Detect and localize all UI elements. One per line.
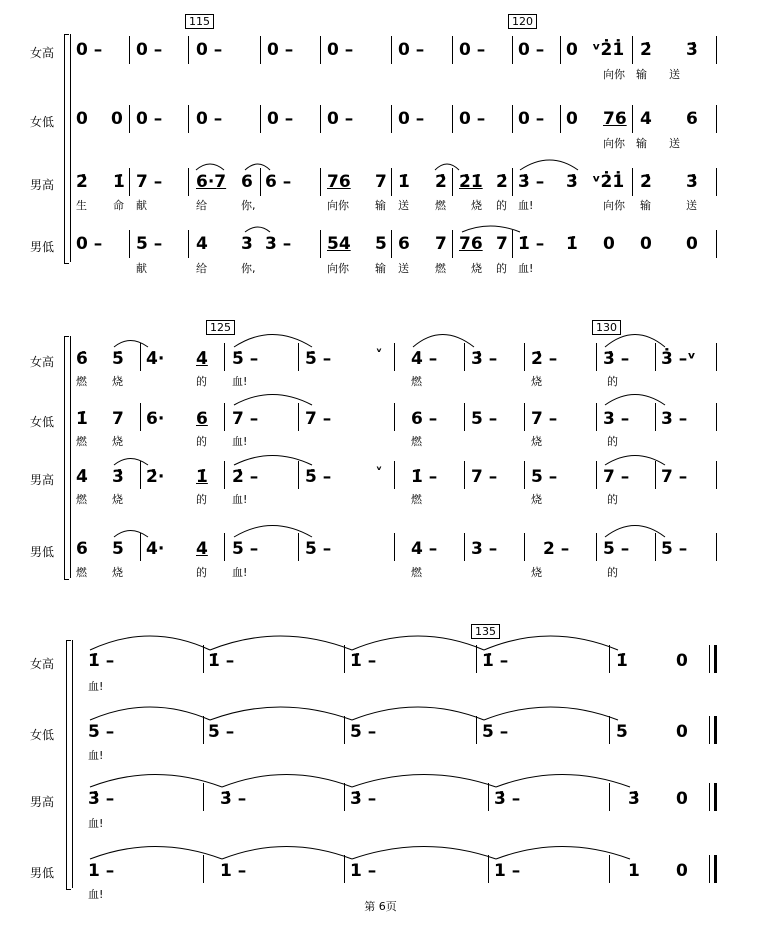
note: 4	[196, 234, 208, 254]
note: 6 –	[265, 172, 292, 192]
lyric: 生	[76, 199, 87, 212]
voice-label-alto: 女低	[30, 415, 55, 429]
note: 4 –	[411, 539, 438, 559]
lyric: 你,	[241, 262, 256, 275]
note: 54	[327, 234, 351, 254]
slur	[90, 707, 210, 720]
note: 6·	[146, 409, 165, 429]
note: 7	[496, 234, 508, 254]
lyric: 燃	[411, 566, 422, 579]
lyric: 烧	[471, 199, 482, 212]
note: 5̇ –	[305, 467, 332, 487]
note: 3̇ –	[88, 789, 115, 809]
note: 5 –	[531, 467, 558, 487]
lyric: 血!	[232, 435, 248, 448]
rehearsal-mark: 130	[592, 320, 621, 335]
note: 4	[196, 539, 208, 559]
note: 7 –	[661, 467, 688, 487]
lyric: 血!	[232, 375, 248, 388]
note: 4	[640, 109, 652, 129]
note: 7 –	[232, 409, 259, 429]
note: 7 –	[603, 467, 630, 487]
note: 4̇	[76, 467, 88, 487]
note: 3̇ –	[494, 789, 521, 809]
note: 7 –	[136, 172, 163, 192]
note: 0 –	[76, 234, 103, 254]
voice-label-bass: 男低	[30, 545, 55, 559]
note: 1	[628, 861, 640, 881]
slur	[90, 636, 210, 650]
note: 1̇	[113, 172, 125, 192]
note: 5 –	[661, 539, 688, 559]
note: 0 –	[327, 109, 354, 129]
note: 5̇ –	[305, 349, 332, 369]
lyric: 送	[398, 262, 409, 275]
note: 1̇ –	[482, 651, 509, 671]
rehearsal-mark: 135	[471, 624, 500, 639]
slur	[496, 775, 630, 788]
note: 3̇ –	[220, 789, 247, 809]
note: 0 –	[196, 40, 223, 60]
note: ᵛ2̇1̇	[592, 172, 625, 192]
lyric: 燃	[435, 262, 446, 275]
note: 5 –	[350, 722, 377, 742]
note: 76	[603, 109, 627, 129]
voice-label-tenor: 男高	[30, 178, 55, 192]
slur	[245, 164, 270, 170]
note: 0	[640, 234, 652, 254]
note: 5 –	[136, 234, 163, 254]
slur	[210, 636, 352, 650]
note: 3 –	[265, 234, 292, 254]
note: 4·	[146, 539, 165, 559]
note: 1̇	[196, 467, 208, 487]
lyric: 燃	[76, 493, 87, 506]
note: 1 –	[88, 861, 115, 881]
lyric: 血!	[518, 199, 534, 212]
lyric: 燃	[411, 435, 422, 448]
note: 3	[241, 234, 253, 254]
lyric: 血!	[88, 888, 104, 901]
note: 2̇ –	[531, 349, 558, 369]
slur	[222, 847, 352, 860]
note: 1̇	[616, 651, 628, 671]
lyric: 烧	[531, 493, 542, 506]
note: 2̇	[435, 172, 447, 192]
note: 2̇ –	[232, 467, 259, 487]
lyric: 给	[196, 262, 207, 275]
note: 3̇	[628, 789, 640, 809]
slur	[352, 636, 484, 650]
note: 0	[676, 722, 688, 742]
lyric: 向你	[603, 199, 625, 212]
note: 0 –	[327, 40, 354, 60]
lyric: 烧	[531, 435, 542, 448]
note: 6	[76, 539, 88, 559]
note: 2̇	[496, 172, 508, 192]
note: 6	[196, 409, 208, 429]
voice-label-bass: 男低	[30, 240, 55, 254]
note: 0	[76, 109, 88, 129]
note: ᵛ2̇1̇	[592, 40, 625, 60]
note: 1̇	[398, 172, 410, 192]
note: 0	[566, 109, 578, 129]
slur	[484, 636, 618, 650]
slur	[90, 847, 222, 860]
note: 1 –	[494, 861, 521, 881]
slur	[435, 164, 459, 170]
note: 2 –	[543, 539, 570, 559]
note: 6	[241, 172, 253, 192]
voice-label-soprano: 女高	[30, 657, 55, 671]
note: 2̇	[640, 172, 652, 192]
slur	[222, 775, 352, 788]
note: 3 –	[661, 409, 688, 429]
note: 3̇ –ᵛ	[661, 349, 696, 369]
note: 0 –	[398, 109, 425, 129]
note: 1 –	[350, 861, 377, 881]
lyric: 输	[640, 199, 651, 212]
slur	[114, 459, 148, 466]
note: ᵛ	[376, 463, 383, 477]
note: 0	[676, 651, 688, 671]
note: 5 –	[305, 539, 332, 559]
note: 3̇ –	[350, 789, 377, 809]
slur	[234, 335, 312, 348]
lyric: 输	[375, 199, 386, 212]
lyric: 命	[113, 199, 124, 212]
note: 3 –	[471, 539, 498, 559]
slur	[114, 341, 148, 348]
note: 7	[375, 172, 387, 192]
slur	[605, 456, 665, 466]
note: 0 –	[196, 109, 223, 129]
note: 3̇ –	[518, 172, 545, 192]
lyric: 烧	[112, 435, 123, 448]
slur	[352, 847, 496, 860]
note: 1̇	[566, 234, 578, 254]
note: 5 –	[482, 722, 509, 742]
note: 76	[327, 172, 351, 192]
lyric: 的	[196, 566, 207, 579]
lyric: 的	[496, 262, 507, 275]
note: 0 –	[76, 40, 103, 60]
note: 0	[676, 789, 688, 809]
lyric: 燃	[411, 493, 422, 506]
note: 6	[398, 234, 410, 254]
note: 2̇·	[146, 467, 165, 487]
lyric: 血!	[518, 262, 534, 275]
note: 1̇ –	[411, 467, 438, 487]
slur	[234, 526, 312, 538]
lyric: 向你	[327, 262, 349, 275]
lyric: 烧	[112, 375, 123, 388]
rehearsal-mark: 115	[185, 14, 214, 29]
lyric: 燃	[76, 566, 87, 579]
lyric: 送	[398, 199, 409, 212]
note: 6 –	[411, 409, 438, 429]
note: 3̇ –	[603, 349, 630, 369]
lyric: 燃	[76, 375, 87, 388]
note: 0	[686, 234, 698, 254]
lyric: 你,	[241, 199, 256, 212]
lyric: 血!	[88, 680, 104, 693]
note: 3̇	[686, 40, 698, 60]
note: 0 –	[398, 40, 425, 60]
note: 3̇ –	[471, 349, 498, 369]
note: 0 –	[267, 40, 294, 60]
note: 5̇	[112, 349, 124, 369]
slur	[413, 335, 474, 348]
note: 0 –	[518, 40, 545, 60]
note: 5 –	[88, 722, 115, 742]
slur	[605, 395, 665, 406]
note: 3̇	[566, 172, 578, 192]
note: 5 –	[471, 409, 498, 429]
note: 7	[435, 234, 447, 254]
lyric: 的	[196, 493, 207, 506]
note: 5	[112, 539, 124, 559]
slur	[496, 847, 630, 860]
note: 1̇ –	[518, 234, 545, 254]
slur	[114, 531, 148, 538]
lyric: 的	[607, 435, 618, 448]
lyric: 烧	[112, 493, 123, 506]
slur	[520, 160, 578, 170]
voice-label-soprano: 女高	[30, 355, 55, 369]
lyric: 的	[607, 493, 618, 506]
rehearsal-mark: 125	[206, 320, 235, 335]
voice-label-tenor: 男高	[30, 795, 55, 809]
voice-label-soprano: 女高	[30, 46, 55, 60]
lyric: 烧	[471, 262, 482, 275]
note: ᵛ	[376, 345, 383, 359]
note: 3̇	[686, 172, 698, 192]
slur	[90, 775, 222, 788]
slur	[462, 226, 520, 232]
note: 76	[459, 234, 483, 254]
slur	[352, 775, 496, 788]
note: 7 –	[305, 409, 332, 429]
lyric: 烧	[531, 375, 542, 388]
note: 0 –	[136, 109, 163, 129]
note: 5 –	[208, 722, 235, 742]
lyric: 燃	[435, 199, 446, 212]
slur	[210, 707, 352, 720]
slur	[605, 335, 665, 348]
note: 0 –	[459, 40, 486, 60]
lyric: 燃	[76, 435, 87, 448]
lyric: 献	[136, 262, 147, 275]
note: 0 –	[518, 109, 545, 129]
note: 7 –	[471, 467, 498, 487]
note: 3 –	[603, 409, 630, 429]
note: 0	[603, 234, 615, 254]
slur	[605, 526, 665, 538]
slur	[484, 707, 618, 720]
note: 5	[375, 234, 387, 254]
lyric: 献	[136, 199, 147, 212]
note: 6·7	[196, 172, 227, 192]
note: 5̇ –	[232, 349, 259, 369]
note: 4̇·	[146, 349, 165, 369]
note: 6	[686, 109, 698, 129]
note: 1̇ –	[208, 651, 235, 671]
lyric: 给	[196, 199, 207, 212]
note: 1 –	[220, 861, 247, 881]
lyric: 向你	[327, 199, 349, 212]
voice-label-alto: 女低	[30, 728, 55, 742]
lyric: 烧	[112, 566, 123, 579]
note: 0	[566, 40, 578, 60]
lyric: 的	[196, 435, 207, 448]
note: 4̇ –	[411, 349, 438, 369]
note: 6̇	[76, 349, 88, 369]
slur	[352, 707, 484, 720]
note: 7 –	[531, 409, 558, 429]
lyric: 燃	[411, 375, 422, 388]
note: 0	[676, 861, 688, 881]
note: 0 –	[459, 109, 486, 129]
note: 2̇	[76, 172, 88, 192]
note: 1̇	[76, 409, 88, 429]
note: 3̇	[112, 467, 124, 487]
voice-label-bass: 男低	[30, 866, 55, 880]
lyric: 烧	[531, 566, 542, 579]
lyric: 输	[375, 262, 386, 275]
note: 1̇ –	[350, 651, 377, 671]
voice-label-alto: 女低	[30, 115, 55, 129]
lyric: 的	[196, 375, 207, 388]
note: 5	[616, 722, 628, 742]
slur	[234, 456, 312, 466]
note: 0	[111, 109, 123, 129]
lyric: 血!	[88, 749, 104, 762]
lyric: 送	[686, 199, 697, 212]
note: 4̇	[196, 349, 208, 369]
lyric: 的	[496, 199, 507, 212]
note: 0 –	[267, 109, 294, 129]
rehearsal-mark: 120	[508, 14, 537, 29]
lyric: 血!	[88, 817, 104, 830]
lyric: 的	[607, 566, 618, 579]
note: 5 –	[603, 539, 630, 559]
lyric-line: 向你 输 送	[603, 137, 680, 150]
note: 0 –	[136, 40, 163, 60]
note: 7	[112, 409, 124, 429]
lyric: 的	[607, 375, 618, 388]
page-number: 第 6页	[364, 900, 397, 913]
slur	[245, 227, 270, 232]
lyric: 血!	[232, 566, 248, 579]
note: 2̇1̇	[459, 172, 483, 192]
note: 5 –	[232, 539, 259, 559]
lyric-line: 向你 输 送	[603, 68, 680, 81]
note: 1̇ –	[88, 651, 115, 671]
slur	[196, 164, 224, 170]
voice-label-tenor: 男高	[30, 473, 55, 487]
note: 2̇	[640, 40, 652, 60]
slur	[234, 395, 312, 406]
lyric: 血!	[232, 493, 248, 506]
